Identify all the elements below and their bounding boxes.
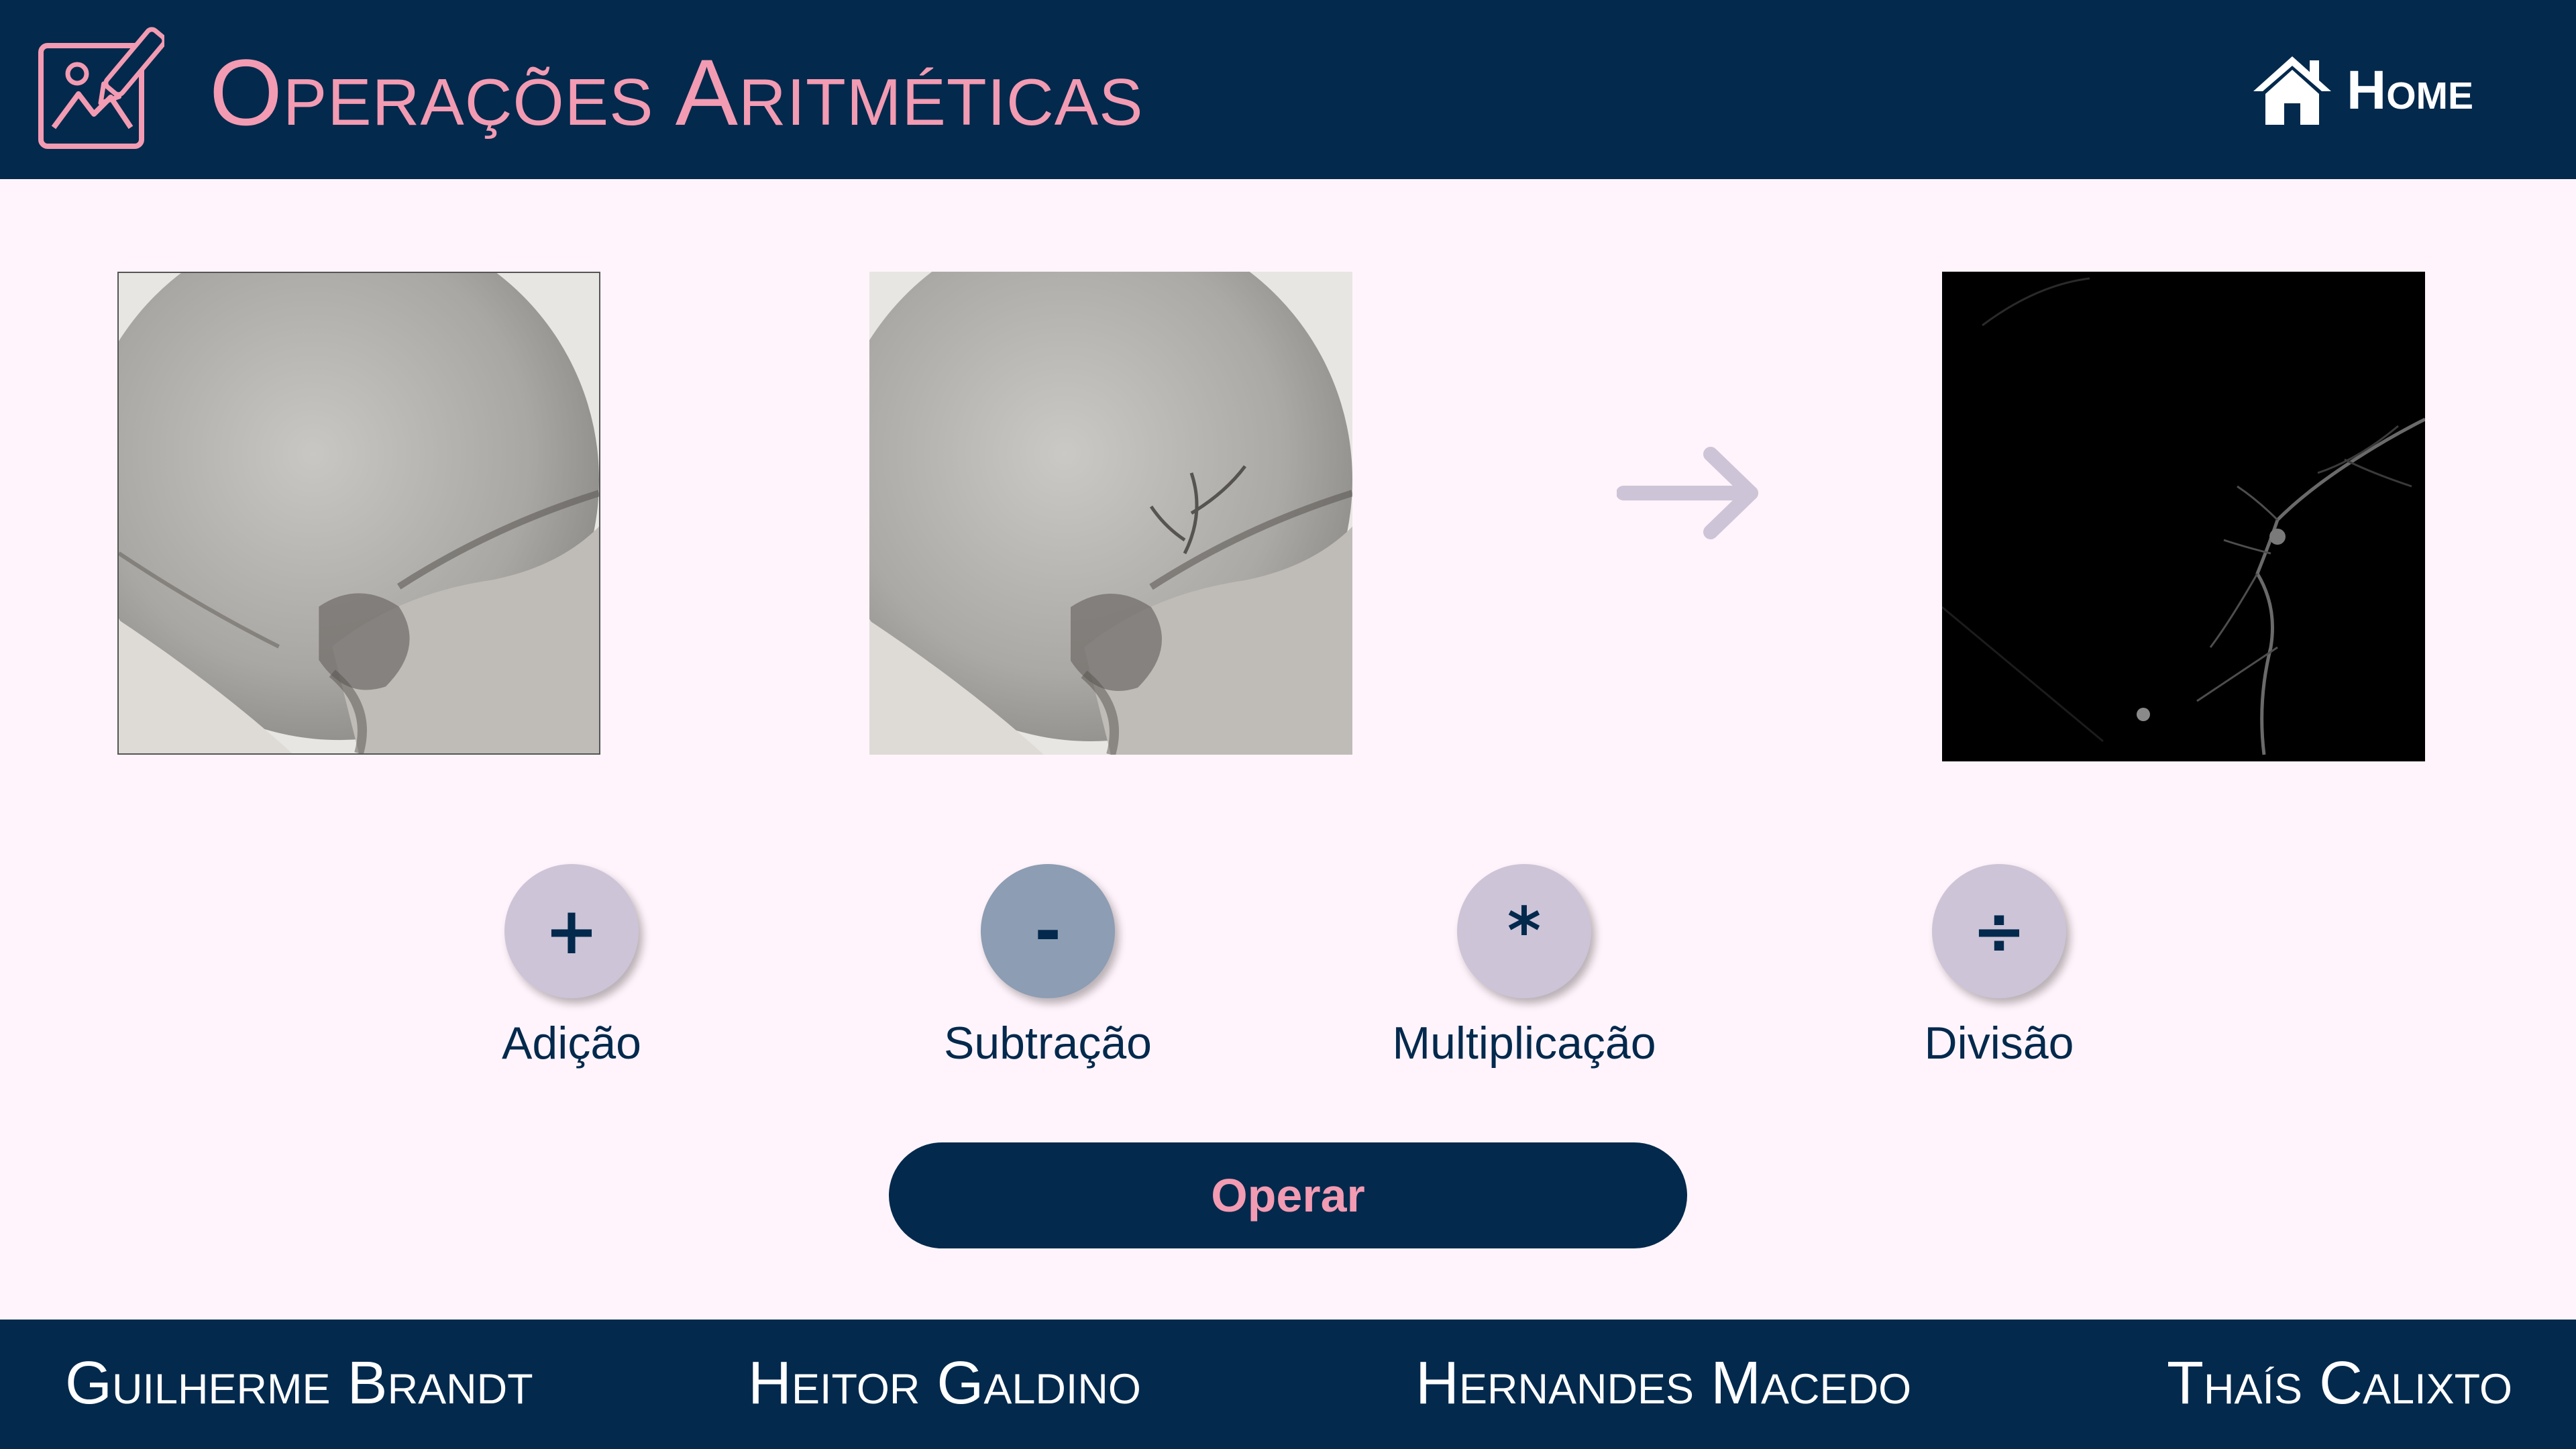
result-image: [1942, 272, 2425, 761]
author-name: Hernandes Macedo: [1415, 1350, 1912, 1417]
operation-multiply: [1390, 864, 1658, 1069]
home-label: Home: [2347, 60, 2474, 121]
arrow-right-icon: [1617, 446, 1764, 540]
add-label: Adição: [502, 1018, 641, 1069]
add-button[interactable]: +: [504, 864, 639, 998]
author-name: Guilherme Brandt: [65, 1350, 533, 1417]
header-bar: [0, 0, 2576, 179]
multiply-button[interactable]: *: [1457, 864, 1591, 998]
operation-add: [437, 864, 706, 1069]
image-edit-icon: [37, 27, 164, 154]
footer-bar: [0, 1320, 2576, 1449]
author-name: Heitor Galdino: [748, 1350, 1141, 1417]
subtract-label: Subtração: [944, 1018, 1152, 1069]
operate-button[interactable]: Operar: [889, 1142, 1687, 1248]
home-icon: [2251, 54, 2334, 127]
operation-divide: [1865, 864, 2133, 1069]
author-name: Thaís Calixto: [2167, 1350, 2512, 1417]
page-title: Operações Aritméticas: [209, 40, 1144, 145]
input-image-a: [117, 272, 600, 755]
subtract-button[interactable]: -: [981, 864, 1115, 998]
divide-button[interactable]: ÷: [1932, 864, 2066, 998]
operation-subtract: [914, 864, 1182, 1069]
input-image-b: [869, 272, 1352, 755]
multiply-label: Multiplicação: [1392, 1018, 1656, 1069]
home-link[interactable]: [2251, 54, 2473, 127]
divide-label: Divisão: [1924, 1018, 2074, 1069]
